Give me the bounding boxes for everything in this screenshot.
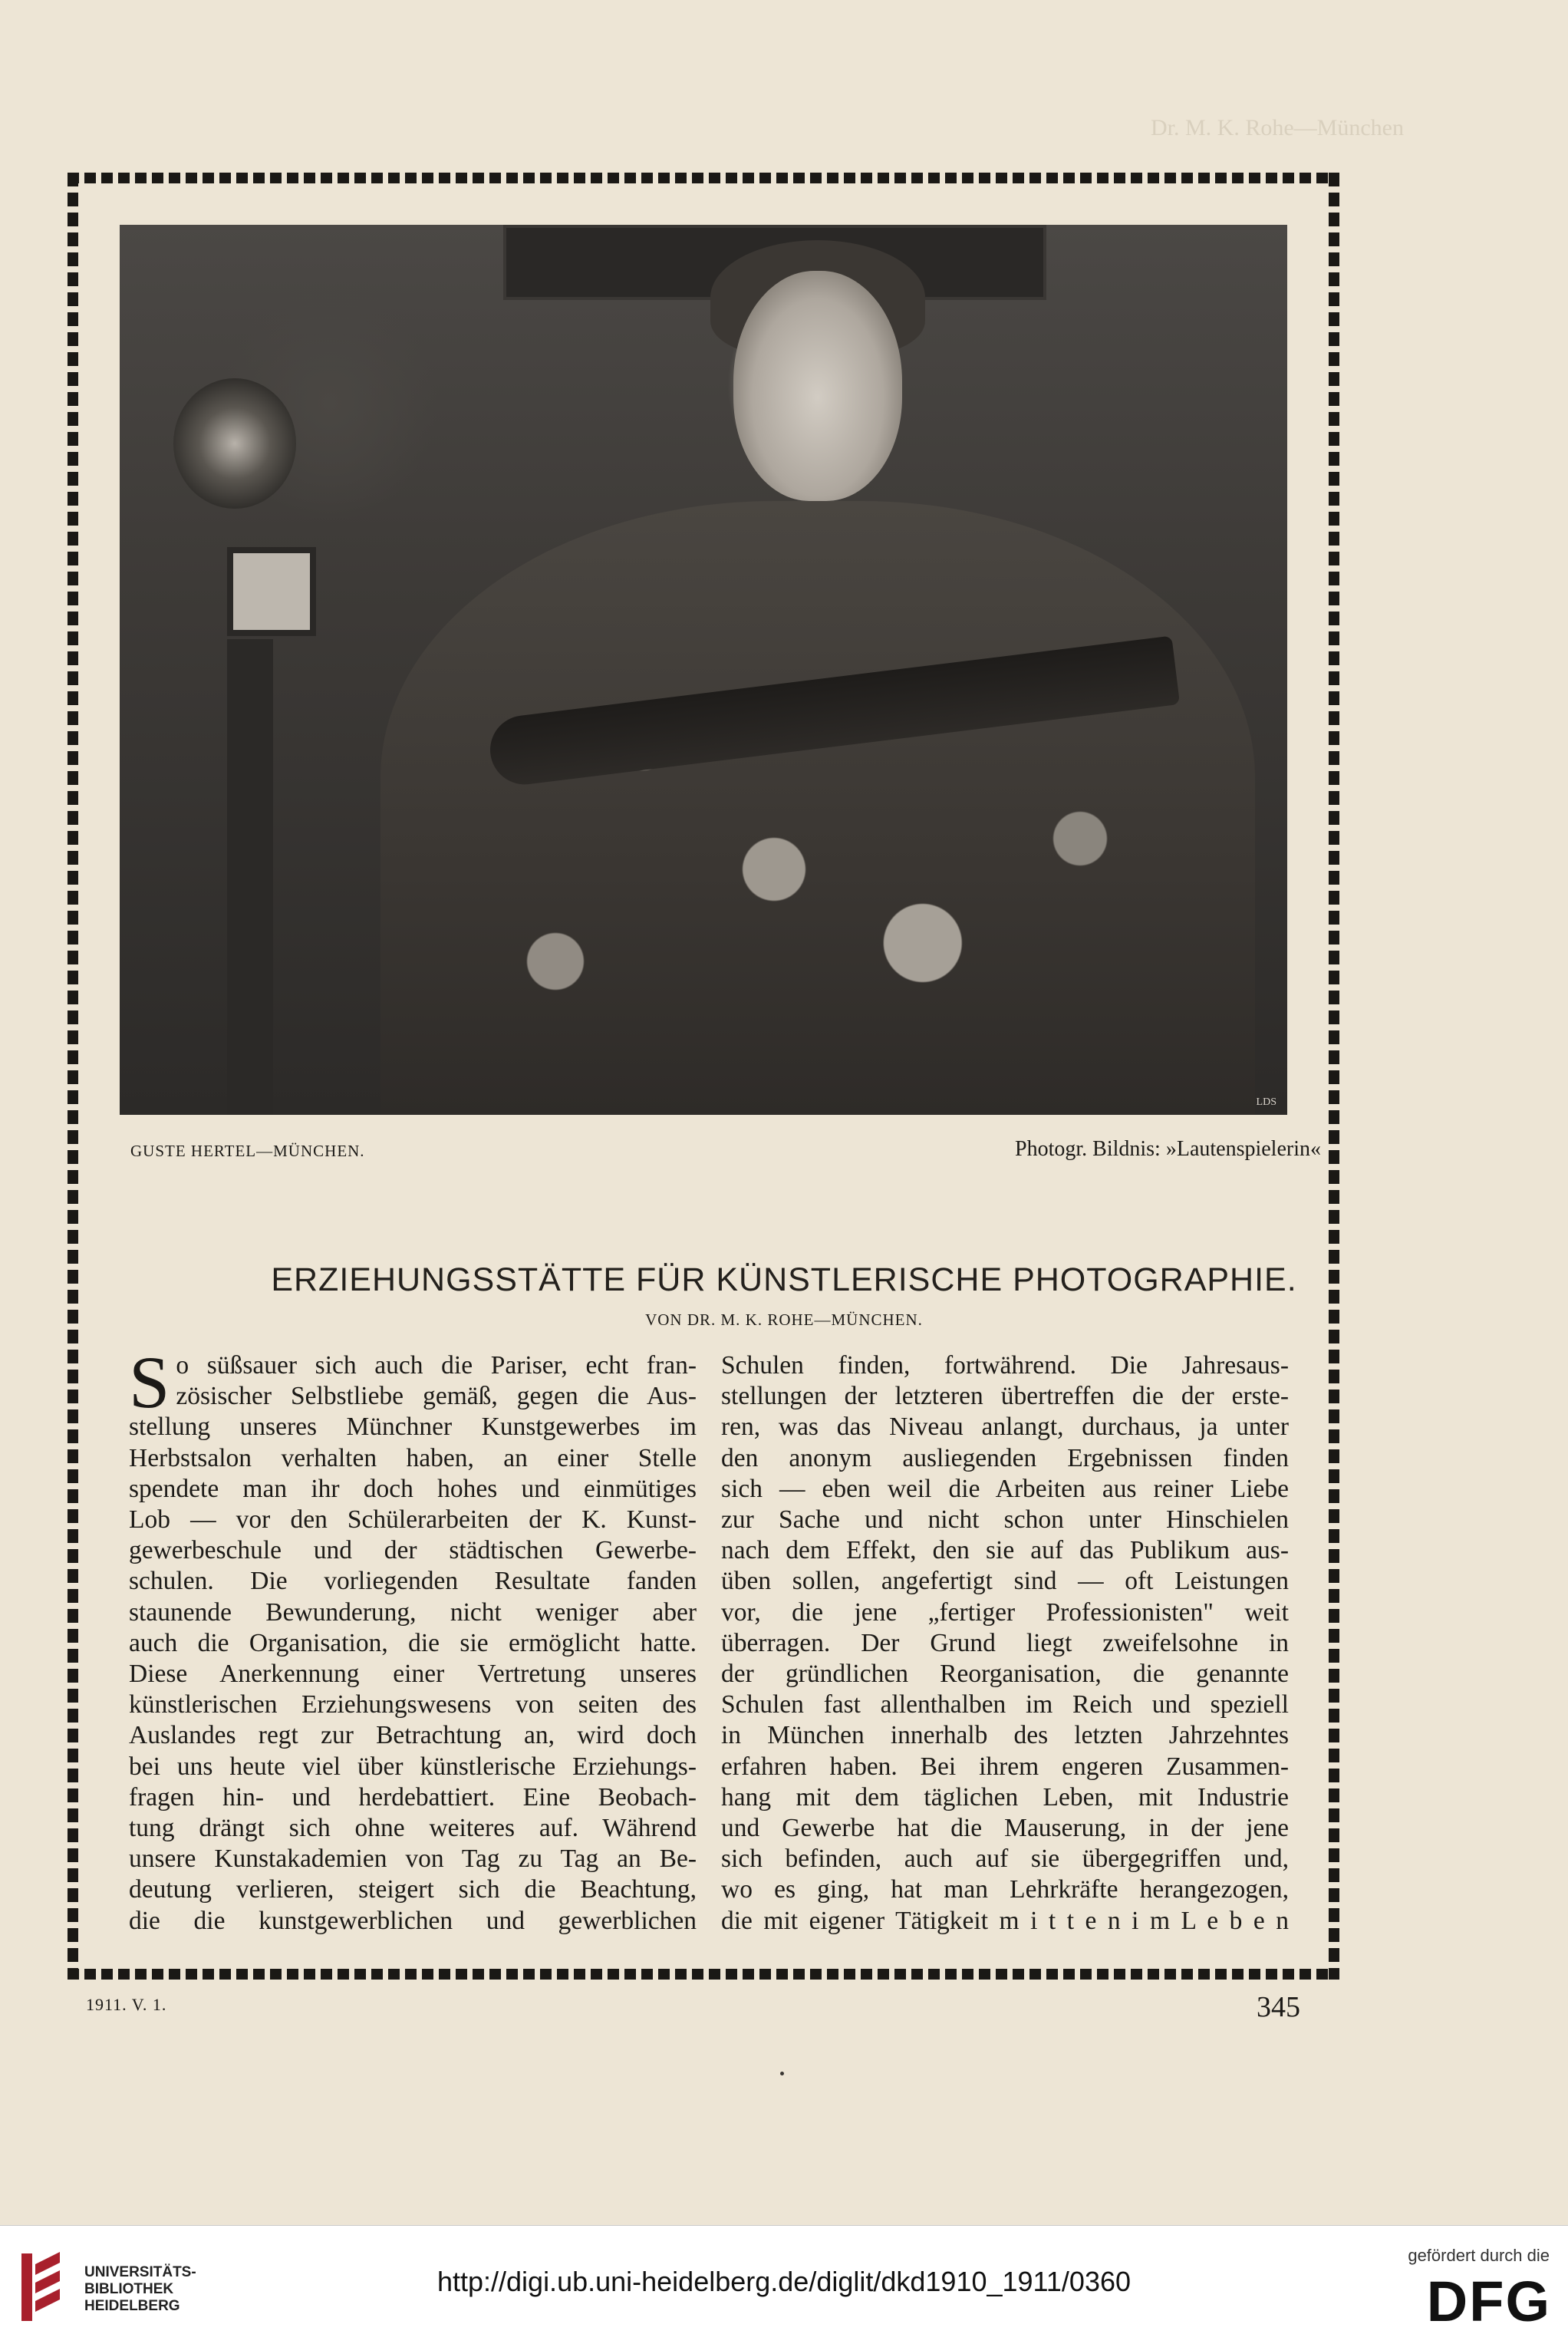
wooden-pillar bbox=[227, 639, 273, 1115]
text-line: die mit eigener Tätigkeit m i t t e n i m L e b e n bbox=[721, 1906, 1289, 1935]
text-line: in München innerhalb des letzten Jahrzehntes bbox=[721, 1721, 1289, 1750]
frame-right-border bbox=[1329, 173, 1339, 1980]
text-line: die die kunstgewerblichen und gewerblichen bbox=[129, 1906, 697, 1935]
frame-left-border bbox=[68, 173, 78, 1980]
frame-top-border bbox=[68, 173, 1339, 183]
text-line: zur Sache und nicht schon unter Hinschielen bbox=[721, 1505, 1289, 1535]
frame-bottom-border bbox=[68, 1969, 1339, 1980]
library-line: HEIDELBERG bbox=[84, 2298, 180, 2314]
text-line: ren, was das Niveau anlangt, durchaus, ja unter bbox=[721, 1413, 1289, 1442]
text-line: Schulen finden, fortwährend. Die Jahresaus- bbox=[721, 1351, 1289, 1380]
text-line: auch die Organisation, die sie ermöglicht hatte. bbox=[129, 1628, 697, 1657]
text-line: überragen. Der Grund liegt zweifelsohne in bbox=[721, 1628, 1289, 1657]
library-line: UNIVERSITÄTS- bbox=[84, 2264, 196, 2280]
text-line: künstlerischen Erziehungswesens von seiten des bbox=[129, 1690, 697, 1719]
text-line: gewerbeschule und der städtischen Gewerbe- bbox=[129, 1536, 697, 1565]
text-line: stellung unseres Münchner Kunstgewerbes im bbox=[129, 1413, 697, 1442]
text-line: tung drängt sich ohne weiteres auf. Während bbox=[129, 1814, 697, 1843]
sponsor-label: gefördert durch die bbox=[1408, 2246, 1550, 2265]
bleed-through-header: Dr. M. K. Rohe—München bbox=[1151, 115, 1404, 140]
paper-speck bbox=[780, 2072, 784, 2075]
digitization-footer bbox=[0, 2225, 1568, 2344]
text-line: Schulen fast allenthalben im Reich und speziell bbox=[721, 1690, 1289, 1719]
drop-cap: S bbox=[129, 1341, 170, 1423]
woman-floral-dress bbox=[380, 501, 1255, 1115]
text-line: deutung verlieren, steigert sich die Beachtung, bbox=[129, 1875, 697, 1904]
text-line: Auslandes regt zur Betrachtung an, wird doch bbox=[129, 1721, 697, 1750]
text-line: erfahren haben. Bei ihrem engeren Zusammen- bbox=[721, 1752, 1289, 1781]
wall-ornament bbox=[173, 378, 296, 509]
text-line: hang mit dem täglichen Leben, mit Industrie bbox=[721, 1782, 1289, 1812]
text-line: sich befinden, auch auf sie übergegriffen und, bbox=[721, 1845, 1289, 1874]
permalink-url[interactable]: http://digi.ub.uni-heidelberg.de/diglit/dkd1910_1911/0360 bbox=[436, 2266, 1132, 2297]
text-line: vor, die jene „fertiger Professionisten" weit bbox=[721, 1597, 1289, 1627]
text-column-left bbox=[129, 1341, 697, 1937]
library-line: BIBLIOTHEK bbox=[84, 2281, 174, 2297]
text-line: staunende Bewunderung, nicht weniger aber bbox=[129, 1597, 697, 1627]
text-line: spendete man ihr doch hohes und einmütiges bbox=[129, 1474, 697, 1503]
photo-corner-mark: LDS bbox=[1256, 1096, 1276, 1108]
text-line: unsere Kunstakademien von Tag zu Tag an Be- bbox=[129, 1845, 697, 1874]
article-byline: VON DR. M. K. ROHE—MÜNCHEN. bbox=[645, 1310, 923, 1329]
volume-reference: 1911. V. 1. bbox=[86, 1995, 167, 2014]
text-line: und Gewerbe hat die Mauserung, in der jene bbox=[721, 1814, 1289, 1843]
text-line: nach dem Effekt, den sie auf das Publikum aus- bbox=[721, 1536, 1289, 1565]
lute-player-photograph bbox=[120, 225, 1287, 1115]
text-line: üben sollen, angefertigt sind — oft Leistungen bbox=[721, 1567, 1289, 1596]
text-line: sich — eben weil die Arbeiten aus reiner Liebe bbox=[721, 1474, 1289, 1503]
text-line: wo es ging, hat man Lehrkräfte herangezogen, bbox=[721, 1875, 1289, 1904]
text-line: Herbstsalon verhalten haben, an einer Stelle bbox=[129, 1443, 697, 1472]
text-line: zösischer Selbstliebe gemäß, gegen die Aus- bbox=[176, 1382, 697, 1411]
text-line: Diese Anerkennung einer Vertretung unseres bbox=[129, 1660, 697, 1689]
text-line: o süßsauer sich auch die Pariser, echt fran- bbox=[176, 1351, 697, 1380]
text-column-right bbox=[721, 1350, 1289, 1937]
photo-caption: Photogr. Bildnis: »Lautenspielerin« bbox=[1015, 1137, 1321, 1161]
text-line: fragen hin- und herdebattiert. Eine Beobach- bbox=[129, 1782, 697, 1812]
text-line: der gründlichen Reorganisation, die genannte bbox=[721, 1660, 1289, 1689]
text-line: den anonym ausliegenden Ergebnissen finden bbox=[721, 1443, 1289, 1472]
photographer-credit: GUSTE HERTEL—MÜNCHEN. bbox=[130, 1142, 365, 1160]
page-number: 345 bbox=[1257, 1991, 1300, 2023]
text-line: bei uns heute viel über künstlerische Erziehungs- bbox=[129, 1752, 697, 1781]
text-line: Lob — vor den Schülerarbeiten der K. Kunst- bbox=[129, 1505, 697, 1535]
article-title: ERZIEHUNGSSTÄTTE FÜR KÜNSTLERISCHE PHOTOGRAPHIE. bbox=[271, 1261, 1297, 1298]
wall-tile bbox=[227, 547, 316, 636]
text-line: schulen. Die vorliegenden Resultate fanden bbox=[129, 1567, 697, 1596]
text-line: stellungen der letzteren übertreffen die der erste- bbox=[721, 1382, 1289, 1411]
dfg-logo: DFG bbox=[1426, 2270, 1551, 2333]
woman-face bbox=[733, 271, 902, 501]
